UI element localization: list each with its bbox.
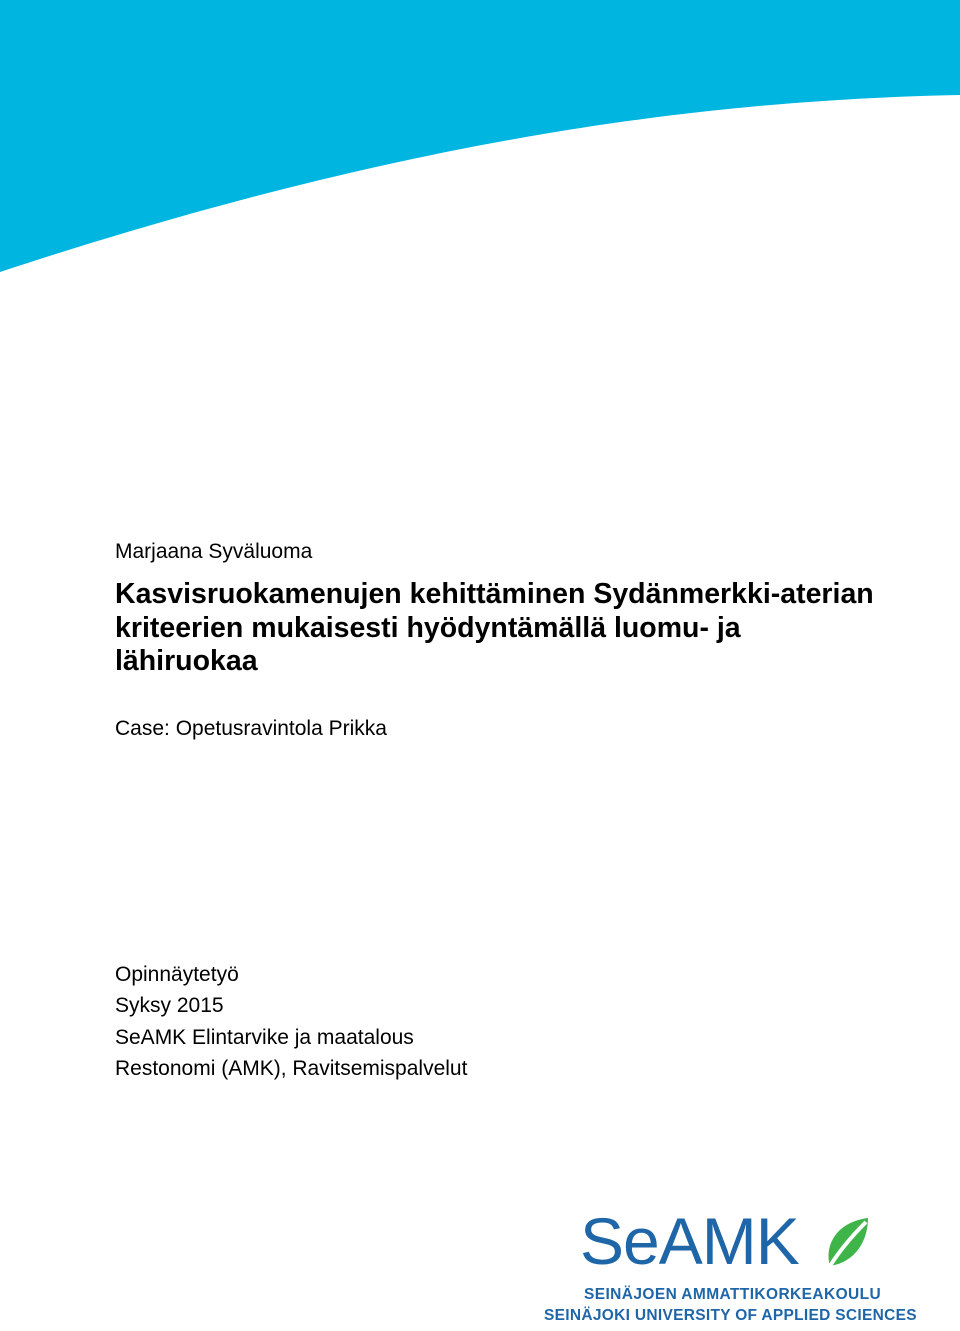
title-line: lähiruokaa [115,645,258,677]
title-line: kriteerien mukaisesti hyödyntämällä luomu- ja [115,611,741,644]
author-name: Marjaana Syväluoma [115,540,313,563]
info-line: Opinnäytetyö [115,963,239,986]
thesis-title [115,578,915,679]
logo-line-english: SEINÄJOKI UNIVERSITY OF APPLIED SCIENCES [544,1307,917,1324]
seamk-logo [540,1204,920,1331]
info-line: Restonomi (AMK), Ravitsemispalvelut [115,1056,468,1080]
thesis-info [115,959,467,1084]
header-banner [0,0,960,280]
leaf-icon [822,1216,870,1268]
info-line: Syksy 2015 [115,994,224,1018]
info-line: SeAMK Elintarvike ja maatalous [115,1025,414,1049]
case-subtitle: Case: Opetusravintola Prikka [115,717,387,740]
logo-line-finnish: SEINÄJOEN AMMATTIKORKEAKOULU [584,1286,882,1303]
title-line: Kasvisruokamenujen kehittäminen Sydänmerkki-aterian [115,578,874,610]
logo-wordmark: SeAMK [580,1204,799,1278]
